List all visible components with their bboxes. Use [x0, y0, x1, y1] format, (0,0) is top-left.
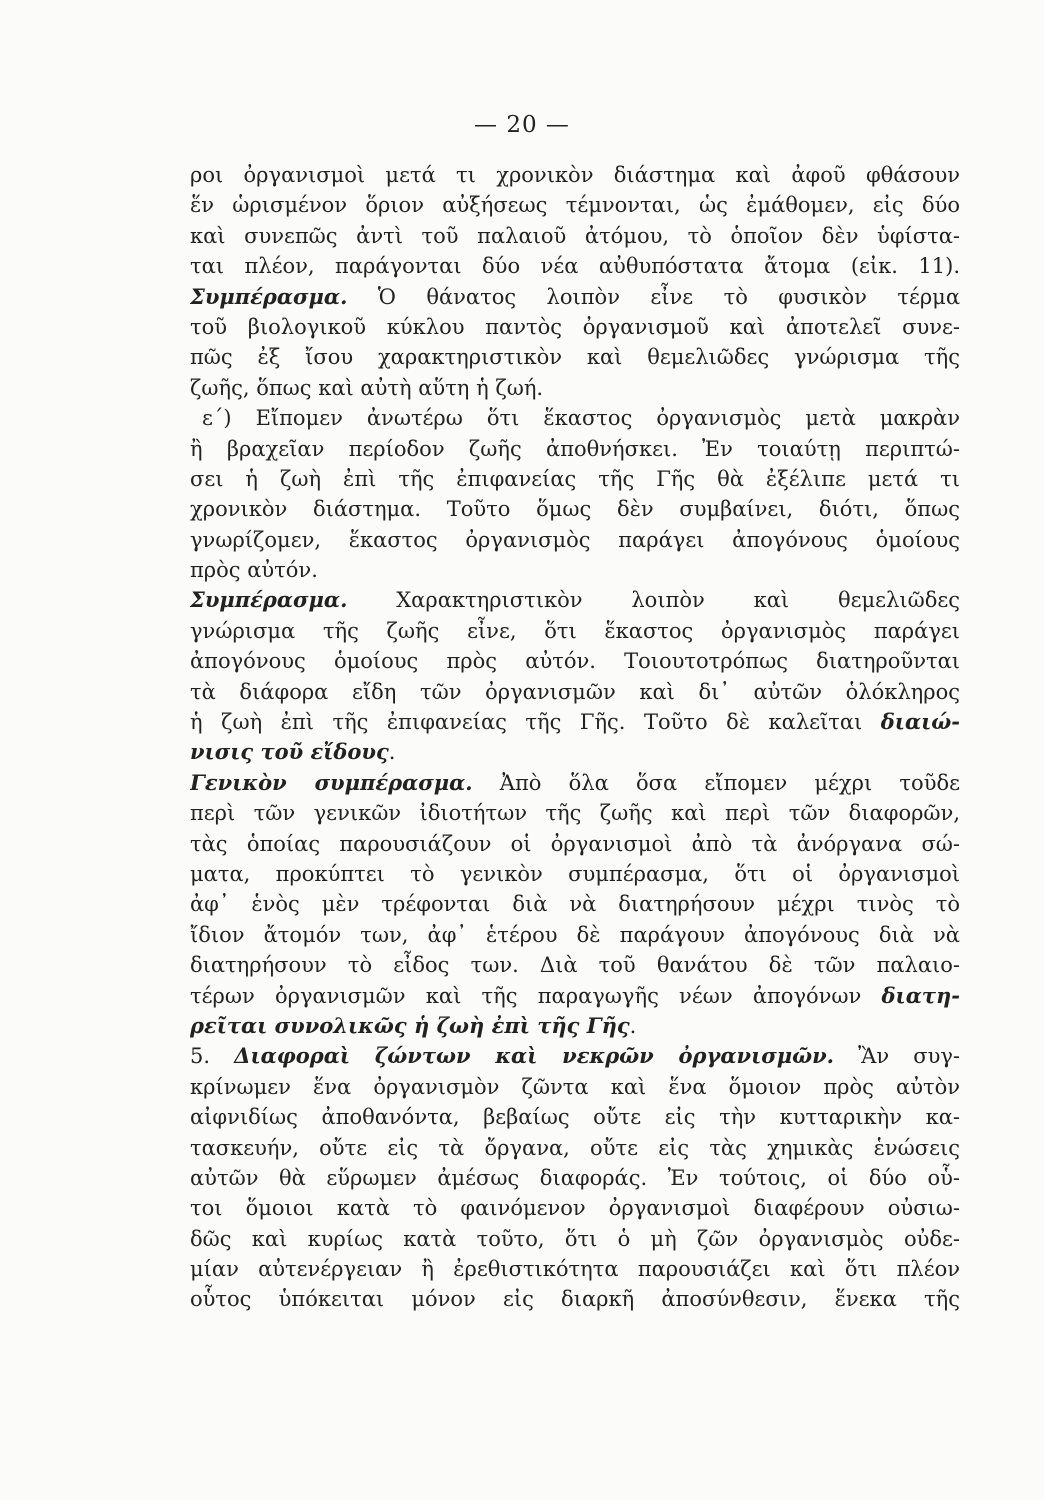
text-line: [190, 1072, 960, 1102]
text-line: [190, 1102, 960, 1132]
line-text: αἰφνιδίως ἀποθανόντα, βεβαίως οὔτε εἰς τὴν κυτταρικὴν κα-: [190, 1105, 960, 1130]
body-text: [190, 160, 960, 1315]
line-text: μίαν αὐτενέργειαν ἢ ἐρεθιστικότητα παρουσιάζει καὶ ὅτι πλέον: [190, 1257, 960, 1282]
text-line: [190, 1284, 960, 1314]
text-line: [190, 342, 960, 372]
line-text: τοῦ βιολογικοῦ κύκλου παντὸς ὀργανισμοῦ καὶ ἀποτελεῖ συνε-: [190, 314, 960, 339]
line-text: διατηρήσουν τὸ εἶδος των. Διὰ τοῦ θανάτου δὲ τῶν παλαιο-: [190, 953, 960, 978]
text-line: [190, 251, 960, 281]
text-line: [190, 616, 960, 646]
text-line: [190, 555, 960, 585]
text-line: [190, 221, 960, 251]
line-text: αὐτῶν θὰ εὕρωμεν ἀμέσως διαφοράς. Ἐν τούτοις, οἱ δύο οὗ-: [190, 1165, 960, 1190]
line-text: ἢ βραχεῖαν περίοδον ζωῆς ἀποθνήσκει. Ἐν τοιαύτῃ περιπτώ-: [190, 436, 960, 461]
text-line: [190, 1193, 960, 1223]
text-line: [190, 312, 960, 342]
line-text: ἕν ὡρισμένον ὅριον αὐξήσεως τέμνονται, ὡς ἐμάθομεν, εἰς δύο: [190, 193, 960, 218]
text-line: [190, 190, 960, 220]
line-text: καὶ συνεπῶς ἀντὶ τοῦ παλαιοῦ ἀτόμου, τὸ ὁποῖον δὲν ὑφίστα-: [190, 223, 960, 248]
text-line: [190, 737, 960, 767]
bold-heading: νισις τοῦ εἴδους: [190, 739, 389, 765]
line-text: ε΄) Εἴπομεν ἀνωτέρω ὅτι ἕκαστος ὀργανισμὸς μετὰ μακρὰν: [202, 406, 960, 431]
text-line: [190, 160, 960, 190]
text-line: [190, 1041, 960, 1071]
page-number: — 20 —: [474, 112, 570, 138]
line-text: τὰ διάφορα εἴδη τῶν ὀργανισμῶν καὶ δι᾽ αὐτῶν ὁλόκληρος: [190, 679, 960, 704]
line-text: 5.: [190, 1044, 235, 1069]
text-line: [190, 464, 960, 494]
line-text: σει ἡ ζωὴ ἐπὶ τῆς ἐπιφανείας τῆς Γῆς θὰ ἐξέλιπε μετά τι: [190, 466, 960, 491]
text-line: [190, 798, 960, 828]
text-line: [190, 768, 960, 798]
line-text: ζωῆς, ὅπως καὶ αὐτὴ αὕτη ἡ ζωή.: [190, 375, 544, 400]
text-line: [190, 859, 960, 889]
text-line: [190, 981, 960, 1011]
text-line: [190, 1254, 960, 1284]
bold-heading: Γενικὸν συμπέρασμα.: [190, 769, 473, 795]
line-text: .: [388, 740, 396, 765]
text-line: [190, 829, 960, 859]
line-text: δῶς καὶ κυρίως κατὰ τοῦτο, ὅτι ὁ μὴ ζῶν ὀργανισμὸς οὐδε-: [190, 1226, 960, 1251]
text-line: [190, 1224, 960, 1254]
text-line: [190, 282, 960, 312]
line-text: ται πλέον, παράγονται δύο νέα αὐθυπόστατα ἄτομα (εἰκ. 11).: [190, 254, 960, 279]
line-text: πῶς ἐξ ἴσου χαρακτηριστικὸν καὶ θεμελιῶδες γνώρισμα τῆς: [190, 345, 960, 370]
bold-heading: Συμπέρασμα.: [190, 283, 348, 309]
text-line: [190, 585, 960, 615]
text-line: [190, 677, 960, 707]
line-text: γνωρίζομεν, ἕκαστος ὀργανισμὸς παράγει ἀπογόνους ὁμοίους: [190, 527, 960, 552]
bold-heading: Διαφοραὶ ζώντων καὶ νεκρῶν ὀργανισμῶν.: [234, 1043, 834, 1069]
text-line: [190, 1011, 960, 1041]
line-text: τασκευήν, οὔτε εἰς τὰ ὄργανα, οὔτε εἰς τὰς χημικὰς ἑνώσεις: [190, 1135, 960, 1160]
text-line: [190, 373, 960, 403]
line-text: τὰς ὁποίας παρουσιάζουν οἱ ὀργανισμοὶ ἀπὸ τὰ ἀνόργανα σώ-: [190, 831, 960, 856]
text-line: [190, 403, 960, 433]
line-text: ροι ὀργανισμοὶ μετά τι χρονικὸν διάστημα καὶ ἀφοῦ φθάσουν: [190, 163, 960, 187]
bold-heading: διαιώ-: [880, 709, 960, 735]
line-text: τέρων ὀργανισμῶν καὶ τῆς παραγωγῆς νέων ἀπογόνων: [190, 983, 882, 1008]
text-line: [190, 434, 960, 464]
line-text: οὗτος ὑπόκειται μόνον εἰς διαρκῆ ἀποσύνθεσιν, ἕνεκα τῆς: [190, 1287, 960, 1312]
text-line: [190, 1163, 960, 1193]
bold-heading: Συμπέρασμα.: [190, 587, 348, 613]
bold-heading: ρεῖται συνολικῶς ἡ ζωὴ ἐπὶ τῆς Γῆς: [190, 1012, 630, 1038]
text-line: [190, 525, 960, 555]
line-text: Ἀπὸ ὅλα ὅσα εἴπομεν μέχρι τοῦδε: [472, 770, 960, 795]
text-line: [190, 920, 960, 950]
text-line: [190, 646, 960, 676]
line-text: ἡ ζωὴ ἐπὶ τῆς ἐπιφανείας τῆς Γῆς. Τοῦτο δὲ καλεῖται: [190, 710, 881, 735]
line-text: Χαρακτηριστικὸν λοιπὸν καὶ θεμελιῶδες: [347, 588, 960, 613]
line-text: Ὁ θάνατος λοιπὸν εἶνε τὸ φυσικὸν τέρμα: [347, 284, 960, 309]
line-text: γνώρισμα τῆς ζωῆς εἶνε, ὅτι ἕκαστος ὀργανισμὸς παράγει: [190, 618, 960, 643]
text-line: [190, 1133, 960, 1163]
line-text: πρὸς αὐτόν.: [190, 558, 318, 583]
text-line: [190, 889, 960, 919]
line-text: ἴδιον ἄτομόν των, ἀφ᾽ ἑτέρου δὲ παράγουν ἀπογόνους διὰ νὰ: [190, 922, 960, 947]
line-text: τοι ὅμοιοι κατὰ τὸ φαινόμενον ὀργανισμοὶ διαφέρουν οὐσιω-: [190, 1196, 960, 1221]
text-line: [190, 707, 960, 737]
line-text: .: [629, 1013, 637, 1038]
line-text: ἀφ᾽ ἑνὸς μὲν τρέφονται διὰ νὰ διατηρήσουν μέχρι τινὸς τὸ: [190, 892, 960, 917]
line-text: χρονικὸν διάστημα. Τοῦτο ὅμως δὲν συμβαίνει, διότι, ὅπως: [190, 497, 960, 522]
line-text: περὶ τῶν γενικῶν ἰδιοτήτων τῆς ζωῆς καὶ περὶ τῶν διαφορῶν,: [190, 801, 960, 826]
line-text: Ἂν συγ-: [833, 1044, 960, 1069]
text-line: [190, 950, 960, 980]
line-text: ματα, προκύπτει τὸ γενικὸν συμπέρασμα, ὅτι οἱ ὀργανισμοὶ: [190, 861, 960, 886]
line-text: κρίνωμεν ἕνα ὀργανισμὸν ζῶντα καὶ ἕνα ὅμοιον πρὸς αὐτὸν: [190, 1074, 960, 1099]
line-text: ἀπογόνους ὁμοίους πρὸς αὐτόν. Τοιουτοτρόπως διατηροῦνται: [190, 649, 960, 674]
text-line: [190, 494, 960, 524]
bold-heading: διατη-: [881, 982, 960, 1008]
